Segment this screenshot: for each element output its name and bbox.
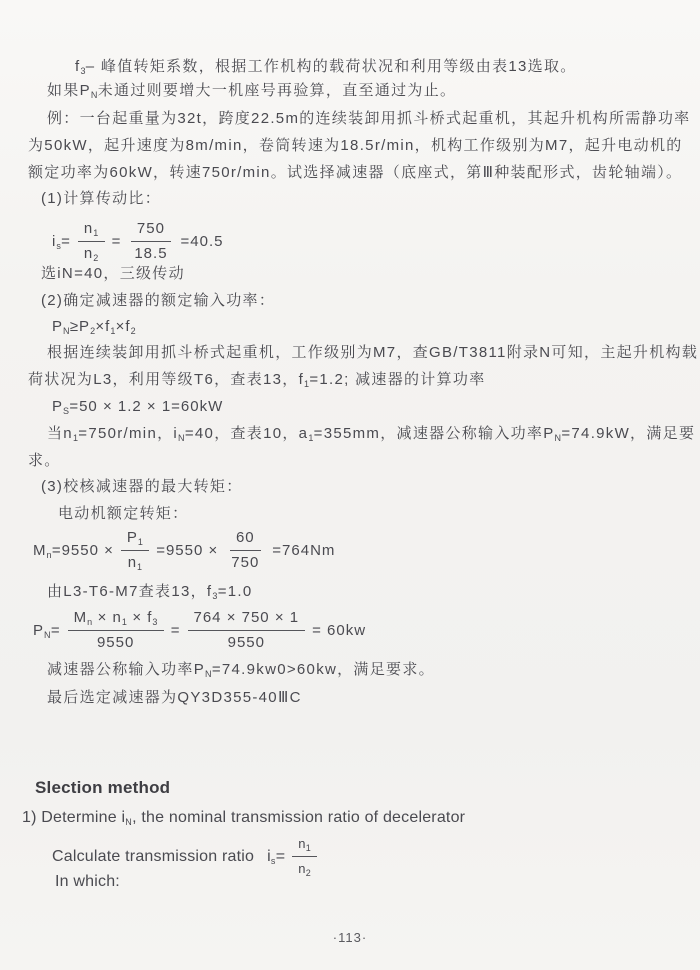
- fraction-denominator: 9550: [96, 634, 135, 651]
- formula-lhs: $P_N=$: [33, 621, 61, 640]
- fraction-numerator: 764 × 750 × 1: [188, 608, 306, 631]
- equals-sign: =: [111, 232, 122, 250]
- fraction-numerator: $M_n \times n_1 \times f_3$: [68, 608, 164, 631]
- formula-transmission-ratio: [52, 219, 224, 264]
- fraction-denominator: $n_2$: [83, 245, 99, 263]
- fraction-denominator: $n_2$: [298, 861, 311, 878]
- fraction-numerator: 60: [230, 528, 261, 551]
- fraction-numerator: $n_1$: [292, 834, 317, 857]
- text-segment: 如果P: [47, 82, 91, 99]
- step3-heading: (3)校核减速器的最大转矩：: [41, 478, 243, 495]
- step1-heading: (1)计算传动比：: [41, 190, 162, 207]
- check-line1: 当$n_1=750r/\min$，$i_N=40$，查表10，$a_1=355mm$，减速器公称输入功率$P_N=74.9kW$，满足要: [47, 425, 696, 443]
- fraction: [128, 219, 173, 264]
- english-in-which: In which:: [55, 873, 120, 890]
- text-segment: f: [75, 58, 81, 75]
- fraction-numerator: $n_1$: [78, 219, 105, 242]
- formula-ps: $P_S=50 \times 1.2 \times 1=60kW$: [52, 398, 224, 416]
- motor-torque-line: 电动机额定转矩：: [58, 505, 189, 522]
- fraction: [78, 219, 105, 264]
- subscript: 3: [80, 66, 86, 76]
- fraction: [292, 834, 317, 879]
- fraction-denominator: $n_1$: [127, 554, 143, 572]
- example-paragraph-line2: 为50kW，起升速度为8m/min，卷筒转速为18.5r/min，机构工作级别为M7，起升电动机的: [28, 137, 683, 154]
- equals-sign: =: [170, 621, 181, 639]
- fraction-numerator: 750: [131, 219, 171, 242]
- basis-line2: 荷状况为L3，利用等级T6，查表13，$f_1=1.2$; 减速器的计算功率: [28, 371, 486, 389]
- table13-lookup-line: 由L3-T6-M7查表13，$f_3=1.0$: [47, 583, 253, 601]
- example-paragraph-line1: 例：一台起重量为32t，跨度22.5m的连续装卸用抓斗桥式起重机，其起升机构所需静功率: [47, 110, 691, 127]
- formula-lhs: $i_s=$: [52, 232, 71, 251]
- fraction-denominator: 750: [231, 554, 260, 571]
- line-pn-recheck: [47, 81, 456, 101]
- formula-result: =40.5: [180, 232, 224, 250]
- page-number: ·113·: [332, 930, 368, 945]
- subscript: s: [56, 240, 62, 251]
- fraction-denominator: 9550: [227, 634, 265, 651]
- line-select-in: 选iN=40，三级传动: [41, 265, 185, 282]
- selection-method-heading: Slection method: [35, 778, 171, 797]
- fraction-denominator: 18.5: [134, 245, 168, 262]
- formula-lhs: $i_s=$: [267, 847, 286, 866]
- formula-pn-check: [33, 608, 366, 653]
- formula-result: = 60kw: [312, 621, 367, 639]
- fraction-numerator: $P_1$: [121, 528, 149, 551]
- fraction: [225, 528, 265, 573]
- english-item1: 1) Determine $i_N$, the nominal transmission ratio of decelerator: [22, 809, 466, 827]
- formula-lhs: $M_n=9550$ ×: [33, 541, 114, 560]
- basis-line1: 根据连续装卸用抓斗桥式起重机，工作级别为M7，查GB/T3811附录N可知，主起升机构载: [47, 344, 699, 361]
- formula-motor-torque: [33, 528, 335, 573]
- text-segment: 未通过则要增大一机座号再验算，直至通过为止。: [97, 82, 457, 99]
- fraction: [68, 608, 164, 653]
- check-line2: 求。: [28, 452, 61, 469]
- subscript: N: [90, 90, 98, 100]
- conclusion-power-line: 减速器公称输入功率$P_N=74.9kw0>60kw$，满足要求。: [47, 661, 435, 679]
- formula-middle: =9550 ×: [156, 541, 219, 559]
- formula-result: =764Nm: [272, 541, 336, 559]
- text-segment: Calculate transmission ratio: [52, 847, 255, 865]
- text-segment: – 峰值转矩系数，根据工作机构的载荷状况和利用等级由表13选取。: [85, 58, 577, 75]
- formula-pn-condition: $P_N\ge P_2\times f_1\times f_2$: [52, 318, 136, 336]
- step2-heading: (2)确定减速器的额定输入功率：: [41, 292, 276, 309]
- line-f3-coefficient: [75, 57, 577, 77]
- fraction: [121, 528, 149, 573]
- example-paragraph-line3: 额定功率为60kW，转速750r/min。试选择减速器（底座式，第Ⅲ种装配形式，齿轮轴端）。: [28, 164, 683, 181]
- conclusion-model-line: 最后选定减速器为QY3D355-40ⅢC: [47, 689, 302, 706]
- fraction: [188, 608, 306, 653]
